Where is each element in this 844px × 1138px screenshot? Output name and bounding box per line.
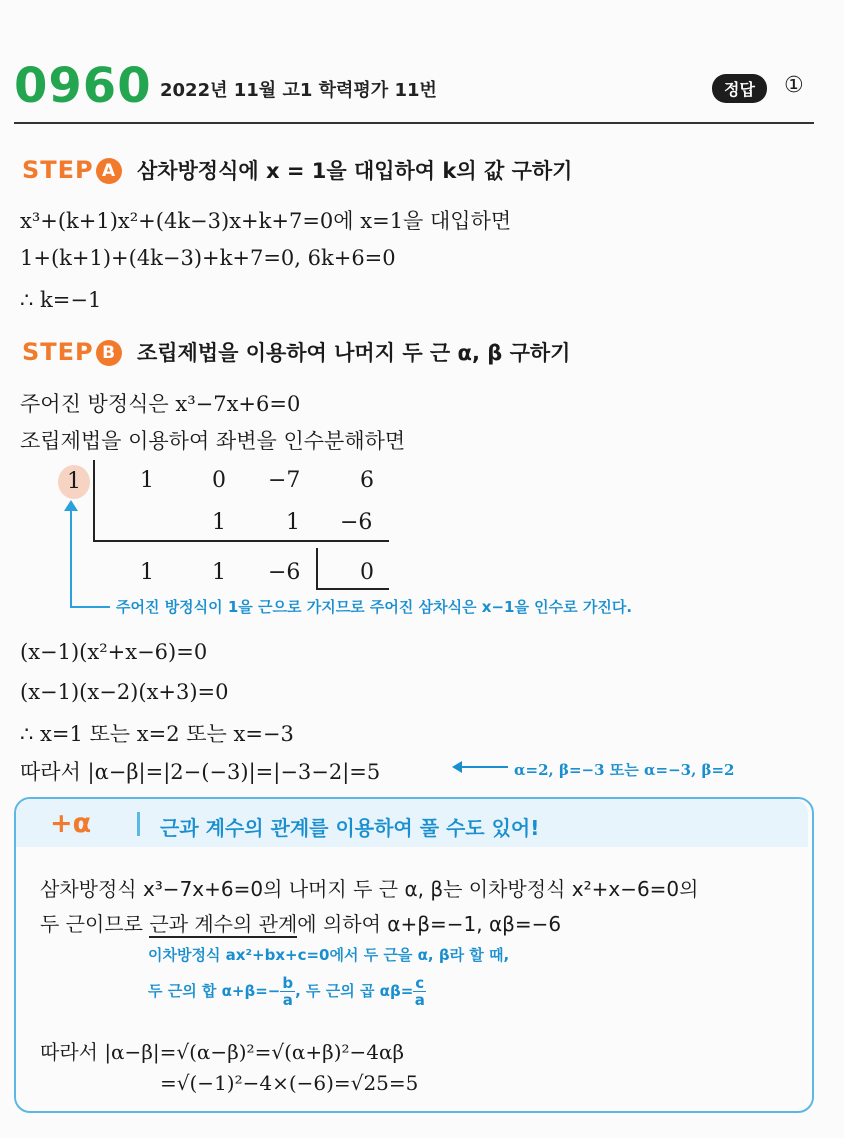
sd-row2-c4: −6: [340, 510, 373, 535]
arrow-left-icon: [452, 761, 462, 773]
factor-line1: (x−1)(x²+x−6)=0: [20, 640, 208, 664]
step-a-heading: [22, 155, 572, 185]
factor-note: α=2, β=−3 또는 α=−3, β=2: [514, 761, 735, 779]
sd-row1-c2: 0: [212, 468, 226, 493]
remainder-box-bottom: [316, 588, 389, 590]
step-a-line3: ∴ k=−1: [20, 288, 102, 312]
sd-row3-remainder: 0: [360, 560, 374, 585]
tip-note1: 이차방정식 ax²+bx+c=0에서 두 근을 α, β라 할 때,: [148, 946, 510, 964]
factor-line3: ∴ x=1 또는 x=2 또는 x=−3: [20, 722, 294, 746]
answer-badge: 정답: [712, 74, 767, 103]
step-a-title: 삼차방정식에 x = 1을 대입하여 k의 값 구하기: [136, 159, 573, 183]
header-divider: [14, 122, 814, 124]
step-b-heading: [22, 337, 570, 367]
tip-note2-fraction2: [413, 975, 426, 1008]
step-b-letter-icon: B: [96, 340, 122, 366]
tip-note2-pre: 두 근의 합 α+β=−: [148, 982, 281, 1000]
sd-row3-c2: 1: [212, 560, 226, 585]
remainder-box-left: [316, 548, 318, 590]
problem-source: 2022년 11월 고1 학력평가 11번: [160, 80, 437, 101]
tip-separator: [137, 812, 140, 836]
sd-row1-c1: 1: [140, 468, 154, 493]
sd-row1-c4: 6: [360, 468, 374, 493]
arrow-line-vertical: [70, 508, 72, 608]
tip-note2-mid: , 두 근의 곱 αβ=: [295, 982, 414, 1000]
tip-line2-post: 에 의하여 α+β=−1, αβ=−6: [297, 912, 562, 936]
synthetic-division-root: 1: [58, 465, 90, 499]
tip-line1: 삼차방정식 x³−7x+6=0의 나머지 두 근 α, β는 이차방정식 x²+x−6=0의: [40, 877, 699, 901]
tip-note2-frac1-den: a: [282, 991, 293, 1009]
sd-row3-c1: 1: [140, 560, 154, 585]
step-b-line1: 주어진 방정식은 x³−7x+6=0: [20, 392, 301, 416]
step-a-letter-icon: A: [96, 158, 122, 184]
sd-row2-c3: 1: [286, 510, 300, 535]
tip-note2-frac1-num: b: [282, 974, 294, 992]
left-arrow-line: [458, 766, 508, 768]
factor-line2: (x−1)(x−2)(x+3)=0: [20, 680, 229, 704]
sd-row3-c3: −6: [268, 560, 301, 585]
arrow-line-horizontal: [70, 606, 110, 608]
tip-line2: [40, 908, 561, 937]
synthetic-division-note: 주어진 방정식이 1을 근으로 가지므로 주어진 삼차식은 x−1을 인수로 가진다.: [116, 598, 633, 616]
tip-note2-frac2-den: a: [414, 991, 425, 1009]
tip-line2-underlined: 근과 계수의 관계: [149, 912, 298, 936]
step-b-line2: 조립제법을 이용하여 좌변을 인수분해하면: [20, 429, 406, 453]
tip-badge: +α: [50, 808, 92, 839]
tip-note2: [148, 975, 426, 1008]
tip-line3: 따라서 |α−β|=√(α−β)²=√(α+β)²−4αβ: [40, 1040, 405, 1064]
factor-line4: 따라서 |α−β|=|2−(−3)|=|−3−2|=5: [20, 760, 381, 784]
sd-row2-c2: 1: [212, 510, 226, 535]
problem-number: 0960: [14, 58, 152, 114]
step-a-label: STEP: [22, 156, 94, 184]
synthetic-division-horizontal-line: [93, 540, 389, 542]
tip-title: 근과 계수의 관계를 이용하여 풀 수도 있어!: [160, 816, 540, 840]
tip-note2-frac2-num: c: [415, 974, 425, 992]
tip-line4: =√(−1)²−4×(−6)=√25=5: [160, 1071, 419, 1095]
synthetic-division-vertical-line: [93, 460, 95, 542]
step-b-label: STEP: [22, 338, 94, 366]
step-a-line1: x³+(k+1)x²+(4k−3)x+k+7=0에 x=1을 대입하면: [20, 209, 512, 233]
step-b-title: 조립제법을 이용하여 나머지 두 근 α, β 구하기: [136, 341, 571, 365]
tip-note2-fraction1: [280, 975, 295, 1008]
tip-line2-pre: 두 근이므로: [40, 912, 150, 936]
sd-row1-c3: −7: [268, 468, 301, 493]
answer-value: ①: [784, 73, 804, 98]
step-a-line2: 1+(k+1)+(4k−3)+k+7=0, 6k+6=0: [20, 246, 396, 270]
